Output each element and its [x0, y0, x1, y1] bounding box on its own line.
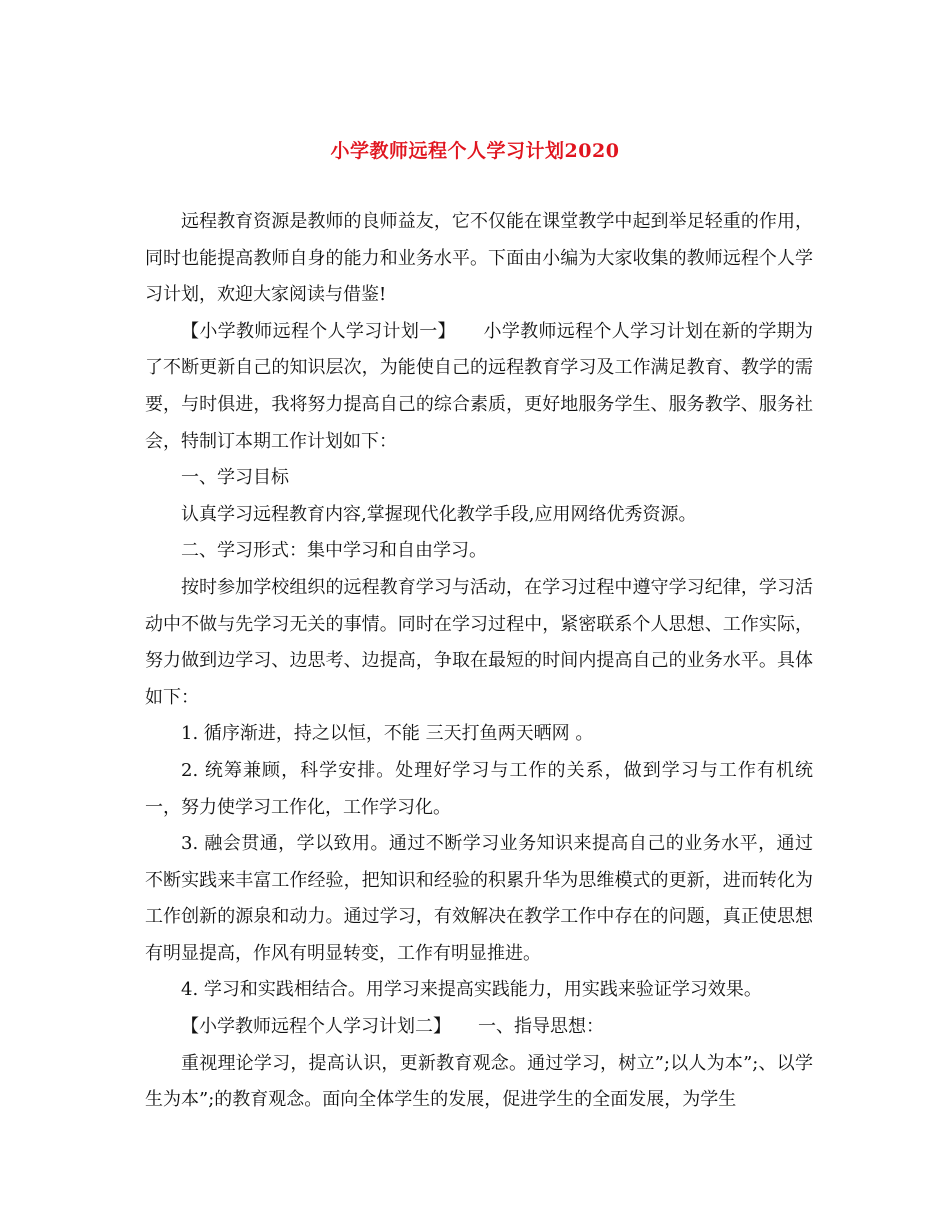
list-item-1: 1. 循序渐进，持之以恒，不能 三天打鱼两天晒网 。 [181, 723, 594, 745]
section-heading-goal: 一、学习目标 [181, 467, 289, 489]
list-item-4: 4. 学习和实践相结合。用学习来提高实践能力，用实践来验证学习效果。 [181, 979, 762, 1001]
format-paragraph: 按时参加学校组织的远程教育学习与活动，在学习过程中遵守学习纪律，学习活动中不做与先学习无关的事情。同时在学习过程中，紧密联系个人思想、工作实际，努力做到边学习、边思考、边提高，争取在最短的时间内提高自己的业务水平。具体如下： [145, 576, 813, 708]
list-item-3: 3. 融会贯通，学以致用。通过不断学习业务知识来提高自己的业务水平，通过不断实践来丰富工作经验，把知识和经验的积累升华为思维模式的更新，进而转化为工作创新的源泉和动力。通过学习，有效解决在教学工作中存在的问题，真正使思想有明显提高，作风有明显转变，工作有明显推进。 [145, 833, 813, 964]
intro-paragraph: 远程教育资源是教师的良师益友，它不仅能在课堂教学中起到举足轻重的作用，同时也能提高教师自身的能力和业务水平。下面由小编为大家收集的教师远程个人学习计划，欢迎大家阅读与借鉴! [145, 211, 813, 306]
document-body [145, 204, 813, 1119]
plan-two-paragraph: 重视理论学习，提高认识，更新教育观念。通过学习，树立”;以人为本”;、以学生为本”;的教育观念。面向全体学生的发展，促进学生的全面发展，为学生 [145, 1052, 813, 1111]
plan-one-paragraph: 【小学教师远程个人学习计划一】 小学教师远程个人学习计划在新的学期为了不断更新自己的知识层次，为能使自己的远程教育学习及工作满足教育、教学的需要，与时俱进，我将努力提高自己的综合素质，更好地服务学生、服务教学、服务社会，特制订本期工作计划如下： [145, 320, 813, 452]
document-title: 小学教师远程个人学习计划2020 [330, 140, 620, 162]
goal-paragraph: 认真学习远程教育内容,掌握现代化教学手段,应用网络优秀资源。 [181, 503, 697, 525]
section-heading-format: 二、学习形式：集中学习和自由学习。 [181, 540, 487, 562]
plan-two-heading: 【小学教师远程个人学习计划二】 一、指导思想： [181, 1016, 604, 1038]
list-item-2: 2. 统筹兼顾，科学安排。处理好学习与工作的关系，做到学习与工作有机统一，努力使学习工作化，工作学习化。 [145, 759, 813, 818]
